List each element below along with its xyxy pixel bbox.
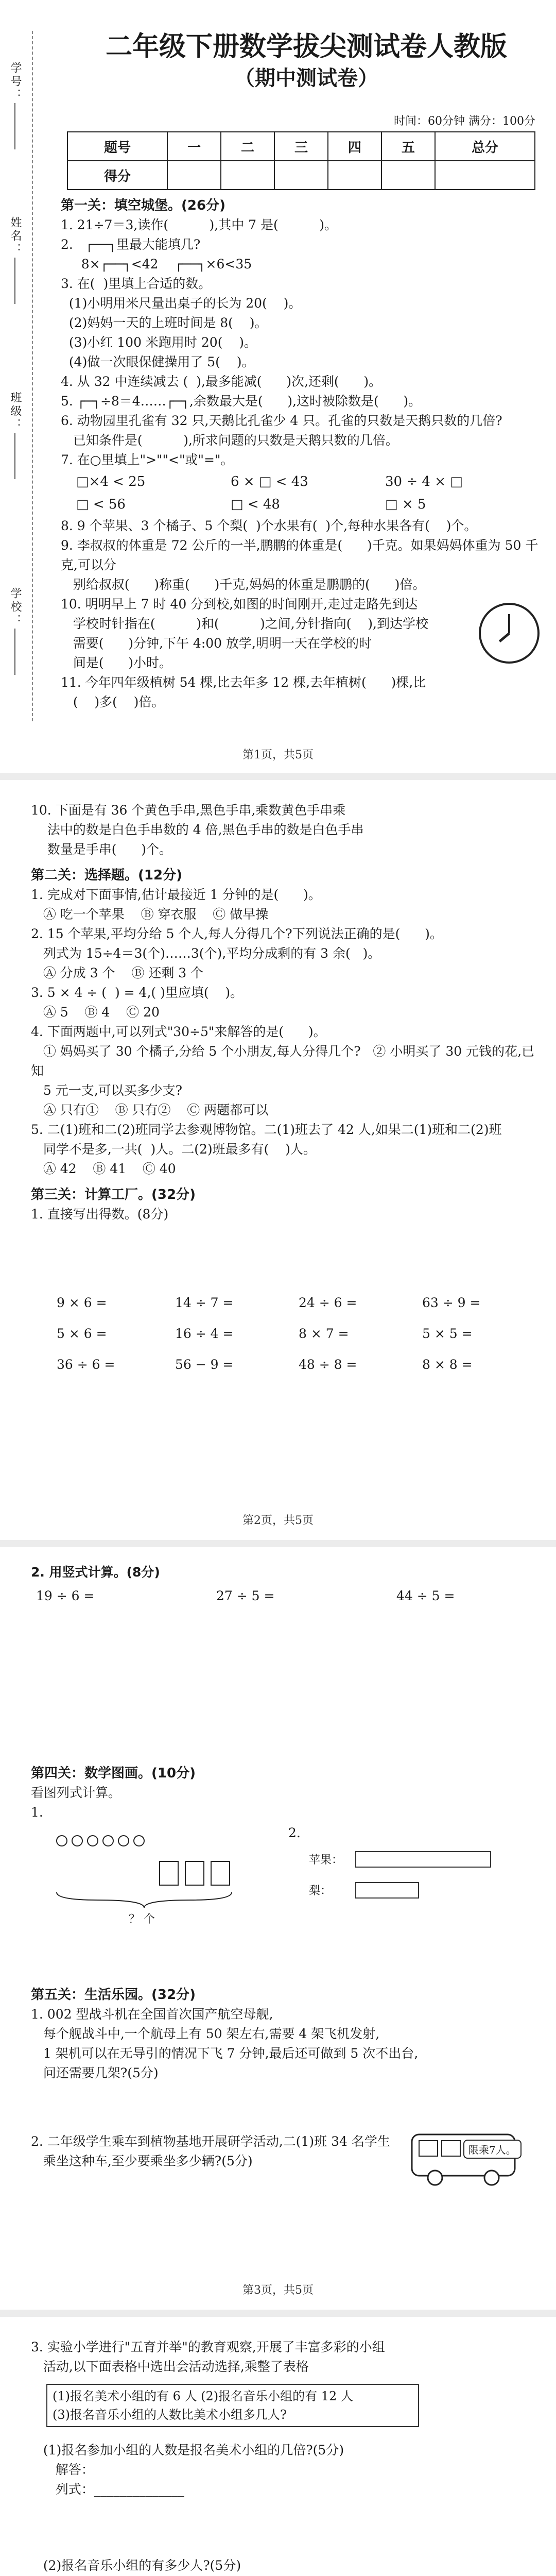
score-cell[interactable] <box>221 161 274 190</box>
question-line: 间是( )小时。 <box>61 655 172 670</box>
compare-item: 6 × □ < 43 <box>231 474 308 489</box>
page-2 <box>0 780 556 1540</box>
calc-item: 24 ÷ 6 = <box>299 1295 357 1310</box>
question-line: 已知条件是( ),所求问题的只数是天鹅只数的几倍。 <box>61 433 398 448</box>
question-line: 乘坐这种车,至少要乘坐多少辆?(5分) <box>31 2154 253 2168</box>
page-footer: 第2页，共5页 <box>242 1514 314 1527</box>
calc-item: 63 ÷ 9 = <box>422 1295 481 1310</box>
page-subtitle: （期中测试卷） <box>234 66 378 90</box>
question-line: 10. 明明早上 7 时 40 分到校,如图的时间刚开,走过走路先到达 <box>61 597 418 612</box>
question-line: (1)报名参加小组的人数是报名美术小组的几倍?(5分) <box>31 2443 344 2458</box>
clock-hour-hand <box>499 632 510 642</box>
flower-picture <box>46 1815 263 1918</box>
question-line: 问还需要几架?(5分) <box>31 2065 159 2080</box>
score-header-cell: 总分 <box>435 132 535 161</box>
section-2-title: 第二关：选择题。(12分) <box>31 868 182 883</box>
page-footer: 第1页，共5页 <box>242 749 314 761</box>
score-cell[interactable] <box>274 161 328 190</box>
question-line: 看图列式计算。 <box>31 1785 121 1800</box>
compare-item: □ < 48 <box>231 497 280 512</box>
score-cell[interactable] <box>328 161 381 190</box>
margin-label-school: 学校： <box>9 587 22 628</box>
margin-label-id: 学号： <box>9 62 22 102</box>
page-footer: 第3页，共5页 <box>242 2284 314 2297</box>
section-5-title: 第五关：生活乐园。(32分) <box>31 1987 196 2003</box>
score-header-cell: 三 <box>274 132 328 161</box>
question-line: 1. 21÷7＝3,读作( ),其中 7 是( )。 <box>61 217 338 232</box>
compare-item: □ < 56 <box>76 497 126 512</box>
question-line: 1. 完成对下面事情,估计最接近 1 分钟的是( )。 <box>31 887 321 902</box>
score-header-cell: 四 <box>328 132 381 161</box>
clock-icon <box>479 603 540 664</box>
question-line: (2)报名音乐小组的有多少人?(5分) <box>31 2558 241 2573</box>
question-line: 3. 实验小学进行"五育并举"的教育观察,开展了丰富多彩的小组 <box>31 2340 385 2354</box>
question-line: 法中的数是白色手串数的 4 倍,黑色手串的数是白色手串 <box>31 822 364 837</box>
question-line: 别给叔叔( )称重( )千克,妈妈的体重是鹏鹏的( )倍。 <box>61 577 426 592</box>
section-4-title: 第四关：数学图画。(10分) <box>31 1766 196 1781</box>
choice-line[interactable]: Ⓐ 42 Ⓑ 41 Ⓒ 40 <box>31 1161 176 1176</box>
activity-table <box>46 2384 419 2427</box>
vertical-calc-item: 19 ÷ 6 = <box>36 1588 95 1603</box>
question-line: ① 妈妈买了 30 个橘子,分给 5 个小朋友,每人分得几个? ② 小明买了 30 元钱的花,已知 <box>31 1044 535 1078</box>
calc-item: 36 ÷ 6 = <box>57 1357 115 1372</box>
compare-grid <box>61 470 540 516</box>
question-line: 学校时针指在( )和( )之间,分针指向( ),到达学校 <box>61 616 428 631</box>
question-line: (1)小明用米尺量出桌子的长为 20( )。 <box>61 296 302 311</box>
calc-item: 9 × 6 = <box>57 1295 107 1310</box>
vertical-calc-item: 44 ÷ 5 = <box>396 1588 455 1603</box>
question-line: 数量是手串( )个。 <box>31 842 172 857</box>
flower-icon <box>57 1836 144 1846</box>
choice-line[interactable]: Ⓐ 分成 3 个 Ⓑ 还剩 3 个 <box>31 965 204 980</box>
question-line: 8. 9 个苹果、3 个橘子、5 个梨( )个水果有( )个,每种水果各有( )个。 <box>61 518 477 533</box>
question-line: 11. 今年四年级植树 54 棵,比去年多 12 棵,去年植树( )棵,比 <box>61 675 426 690</box>
question-line: 9. 李叔叔的体重是 72 公斤的一半,鹏鹏的体重是( )千克。如果妈妈体重为 50 千克,可以分 <box>61 538 538 572</box>
page-separator <box>0 2310 556 2317</box>
question-line: 同学不是多,一共( )人。二(2)班最多有( )人。 <box>31 1142 316 1157</box>
question-line: 每个舰战斗中,一个航母上有 50 架左右,需要 4 架飞机发射, <box>31 2026 380 2041</box>
margin-fill-name <box>14 258 15 304</box>
question-line: (2)妈妈一天的上班时间是 8( )。 <box>61 315 268 330</box>
choice-line[interactable]: Ⓐ 吃一个苹果 Ⓑ 穿衣服 Ⓒ 做早操 <box>31 907 269 922</box>
section-1 <box>61 196 540 712</box>
picture-question-label: ？ 个 <box>129 1913 155 1926</box>
score-header-cell: 一 <box>167 132 221 161</box>
question-line: 10. 下面是有 36 个黄色手串,黑色手串,乘数黄色手串乘 <box>31 803 346 818</box>
question-line: 活动,以下面表格中选出会活动选择,乘整了表格 <box>31 2359 309 2374</box>
question-line: 6. 动物园里孔雀有 32 只,天鹅比孔雀少 4 只。孔雀的只数是天鹅只数的几倍? <box>61 413 502 428</box>
score-header-cell: 二 <box>221 132 274 161</box>
question-line: 2. <box>288 1825 301 1840</box>
question-line: 1. <box>31 1805 43 1820</box>
time-score-meta: 时间：60分钟 满分：100分 <box>394 115 535 128</box>
activity-row: (1)报名美术小组的有 6 人 (2)报名音乐小组的有 12 人 <box>53 2389 353 2403</box>
choice-line[interactable]: Ⓐ 5 Ⓑ 4 Ⓒ 20 <box>31 1005 160 1020</box>
pear-bar <box>355 1882 419 1899</box>
question-line: 2. ┌──┐里最大能填几? <box>61 237 201 252</box>
section-5 <box>31 1985 535 2083</box>
margin-label-name: 姓名： <box>9 216 22 257</box>
question-line: 3. 在( )里填上合适的数。 <box>61 276 212 291</box>
bus-capacity-sign: 限乘7人。 <box>463 2140 522 2159</box>
question-line: 5 元一支,可以买多少支? <box>31 1083 183 1098</box>
margin-fill-class <box>14 433 15 479</box>
vase-group-icon <box>160 1861 230 1885</box>
calc-item: 16 ÷ 4 = <box>175 1326 234 1341</box>
compare-item: □×4 < 25 <box>76 474 146 489</box>
bar-label-pear: 梨： <box>309 1885 332 1897</box>
calc-item: 56 − 9 = <box>175 1357 234 1372</box>
question-line: 1. 直接写出得数。(8分) <box>31 1207 169 1222</box>
compare-item: 30 ÷ 4 × □ <box>385 474 463 489</box>
question-3-block <box>31 2337 535 2377</box>
question-line: 2. 二年级学生乘车到植物基地开展研学活动,二(1)班 34 名学生 <box>31 2134 390 2149</box>
question-line: (3)小红 100 米跑用时 20( )。 <box>61 335 257 350</box>
question-line: 列式为 15÷4＝3(个)……3(个),平均分成剩的有 3 余( )。 <box>31 946 381 961</box>
question-line: (4)做一次眼保健操用了 5( )。 <box>61 354 255 369</box>
page-1 <box>0 0 556 773</box>
question-line: 2. 15 个苹果,平均分给 5 个人,每人分得几个?下列说法正确的是( )。 <box>31 926 443 941</box>
question-line: 4. 下面两题中,可以列式"30÷5"来解答的是( )。 <box>31 1024 326 1039</box>
calc-item: 5 × 5 = <box>422 1326 473 1341</box>
question-line: 5. 二(1)班和二(2)班同学去参观博物馆。二(1)班去了 42 人,如果二(1)班和二(2)班 <box>31 1122 502 1137</box>
binding-margin <box>0 0 49 752</box>
bar-label-apple: 苹果： <box>309 1854 343 1867</box>
question-line: 列式：______________ <box>31 2482 184 2497</box>
question-3-subs <box>31 2441 535 2576</box>
question-line: 4. 从 32 中连续减去 ( ),最多能减( )次,还剩( )。 <box>61 374 382 389</box>
calc-item: 8 × 8 = <box>422 1357 473 1372</box>
score-cell[interactable] <box>381 161 435 190</box>
activity-row: (3)报名音乐小组的人数比美术小组多几人? <box>53 2408 287 2422</box>
score-table-header-row <box>67 132 535 161</box>
margin-fill-school <box>14 629 15 675</box>
section-4 <box>31 1764 535 1822</box>
compare-item: □ × 5 <box>385 497 426 512</box>
margin-label-class: 班级： <box>9 392 22 432</box>
section-3-title: 第三关：计算工厂。(32分) <box>31 1187 196 1202</box>
question-line: 3. 5 × 4 ÷ ( ) = 4,( )里应填( )。 <box>31 985 244 1000</box>
brace-icon <box>57 1892 232 1908</box>
apple-bar <box>355 1851 491 1868</box>
section-3-continued <box>31 1563 535 1582</box>
question-line: 解答： <box>31 2462 94 2477</box>
page-4 <box>0 2317 556 2576</box>
page-title: 二年级下册数学拔尖测试卷人教版 <box>105 31 507 62</box>
question-line: 1 架机可以在无导引的情况下飞 7 分钟,最后还可做到 5 次不出台, <box>31 2046 419 2061</box>
choice-line[interactable]: Ⓐ 只有① Ⓑ 只有② Ⓒ 两题都可以 <box>31 1103 269 1117</box>
calc-item: 5 × 6 = <box>57 1326 107 1341</box>
score-header-cell: 题号 <box>67 132 167 161</box>
question-line: ( )多( )倍。 <box>61 694 165 709</box>
cut-line <box>32 31 33 721</box>
question-line: 8×┌──┐<42 ┌──┐×6<35 <box>61 257 252 272</box>
page-separator <box>0 773 556 780</box>
question-line: 需要( )分钟,下午 4:00 放学,明明一天在学校的时 <box>61 636 372 651</box>
calc-item: 48 ÷ 8 = <box>299 1357 357 1372</box>
section-1-title: 第一关：填空城堡。(26分) <box>61 198 225 213</box>
clock-minute-hand <box>508 614 510 633</box>
score-table-score-row <box>67 161 535 190</box>
page-separator <box>0 1540 556 1547</box>
margin-fill-id <box>14 103 15 149</box>
section-1-continued <box>31 801 535 1224</box>
question-2-block <box>31 2132 422 2171</box>
score-table <box>67 131 535 190</box>
page-3 <box>0 1547 556 2310</box>
calc-item: 14 ÷ 7 = <box>175 1295 234 1310</box>
calc2-title: 2. 用竖式计算。(8分) <box>31 1565 160 1580</box>
score-cell[interactable] <box>167 161 221 190</box>
question-line: 5. ┌─┐÷8＝4……┌─┐,余数最大是( ),这时被除数是( )。 <box>61 394 422 409</box>
vertical-calc-item: 27 ÷ 5 = <box>216 1588 275 1603</box>
question-line: 1. 002 型战斗机在全国首次国产航空母舰, <box>31 2007 273 2022</box>
score-header-cell: 五 <box>381 132 435 161</box>
question-line: 7. 在○里填上">""<"或"="。 <box>61 452 234 467</box>
calc-item: 8 × 7 = <box>299 1326 349 1341</box>
score-row-label: 得分 <box>67 161 167 190</box>
score-cell[interactable] <box>435 161 535 190</box>
